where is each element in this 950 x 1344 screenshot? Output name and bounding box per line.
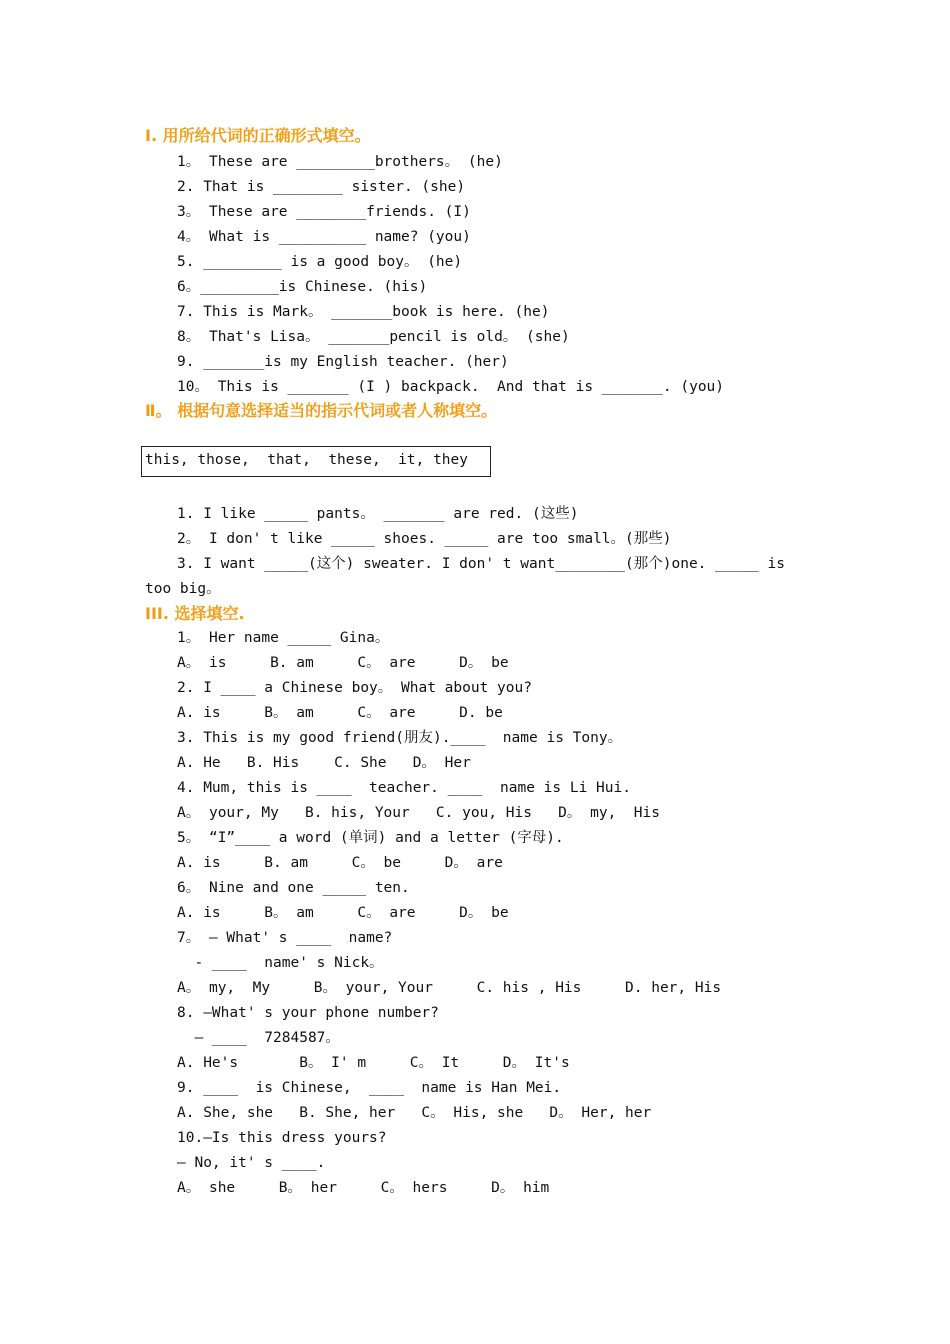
question-line: 2. I ____ a Chinese boy。 What about you? <box>177 680 532 696</box>
question-line: 3. This is my good friend(朋友).____ name is Tony。 <box>177 730 623 746</box>
question-line: 9. _______is my English teacher. (her) <box>177 354 509 370</box>
question-line: 7。 — What' s ____ name? <box>177 930 393 946</box>
question-line: 8. —What' s your phone number? <box>177 1005 439 1021</box>
options-line: A. is B。 am C。 are D. be <box>177 705 503 721</box>
question-line: 1。 Her name _____ Gina。 <box>177 630 390 646</box>
question-line: 10。 This is _______ (I ) backpack. And that is _______. (you) <box>177 379 725 395</box>
question-line: — No, it' s ____. <box>177 1155 326 1171</box>
options-line: A. He's B。 I' m C。 It D。 It's <box>177 1055 570 1071</box>
question-line: 2。 I don' t like _____ shoes. _____ are too small。(那些) <box>177 531 672 547</box>
question-line: 2. That is ________ sister. (she) <box>177 179 466 195</box>
question-line: 4。 What is __________ name? (you) <box>177 229 471 245</box>
section-1-heading: Ⅰ. 用所给代词的正确形式填空。 <box>145 126 371 145</box>
question-line: 7. This is Mark。 _______book is here. (he) <box>177 304 550 320</box>
word-bank-box <box>141 446 491 477</box>
options-line: A。 is B. am C。 are D。 be <box>177 655 509 671</box>
options-line: A. is B。 am C。 are D。 be <box>177 905 509 921</box>
options-line: A. is B. am C。 be D。 are <box>177 855 503 871</box>
question-line: 3。 These are ________friends. (I) <box>177 204 471 220</box>
word-bank-text: this, those, that, these, it, they <box>145 452 469 468</box>
question-line: 4. Mum, this is ____ teacher. ____ name is Li Hui. <box>177 780 631 796</box>
question-line-continuation: too big。 <box>145 581 221 597</box>
options-line: A。 my, My B。 your, Your C. his , His D. her, His <box>177 980 722 996</box>
question-line: 6。_________is Chinese. (his) <box>177 279 428 295</box>
question-line: 3. I want _____(这个) sweater. I don' t want________(那个)one. _____ is <box>177 556 785 572</box>
question-line: 5。 “I”____ a word (单词) and a letter (字母). <box>177 830 564 846</box>
question-line: 6。 Nine and one _____ ten. <box>177 880 410 896</box>
question-line: 9. ____ is Chinese, ____ name is Han Mei. <box>177 1080 562 1096</box>
options-line: A. She, she B. She, her C。 His, she D。 Her, her <box>177 1105 652 1121</box>
question-line: 1。 These are _________brothers。 (he) <box>177 154 503 170</box>
question-line: 10.—Is this dress yours? <box>177 1130 387 1146</box>
question-line: - ____ name' s Nick。 <box>177 955 384 971</box>
question-line: 8。 That's Lisa。 _______pencil is old。 (she) <box>177 329 570 345</box>
question-line: 5. _________ is a good boy。 (he) <box>177 254 463 270</box>
options-line: A。 your, My B. his, Your C. you, His D。 my, His <box>177 805 660 821</box>
question-line: — ____ 7284587。 <box>177 1030 340 1046</box>
options-line: A。 she B。 her C。 hers D。 him <box>177 1180 550 1196</box>
question-line: 1. I like _____ pants。 _______ are red. (这些) <box>177 506 579 522</box>
section-3-heading: III. 选择填空. <box>145 604 245 623</box>
options-line: A. He B. His C. She D。 Her <box>177 755 471 771</box>
section-2-heading: Ⅱ。 根据句意选择适当的指示代词或者人称填空。 <box>145 401 498 420</box>
